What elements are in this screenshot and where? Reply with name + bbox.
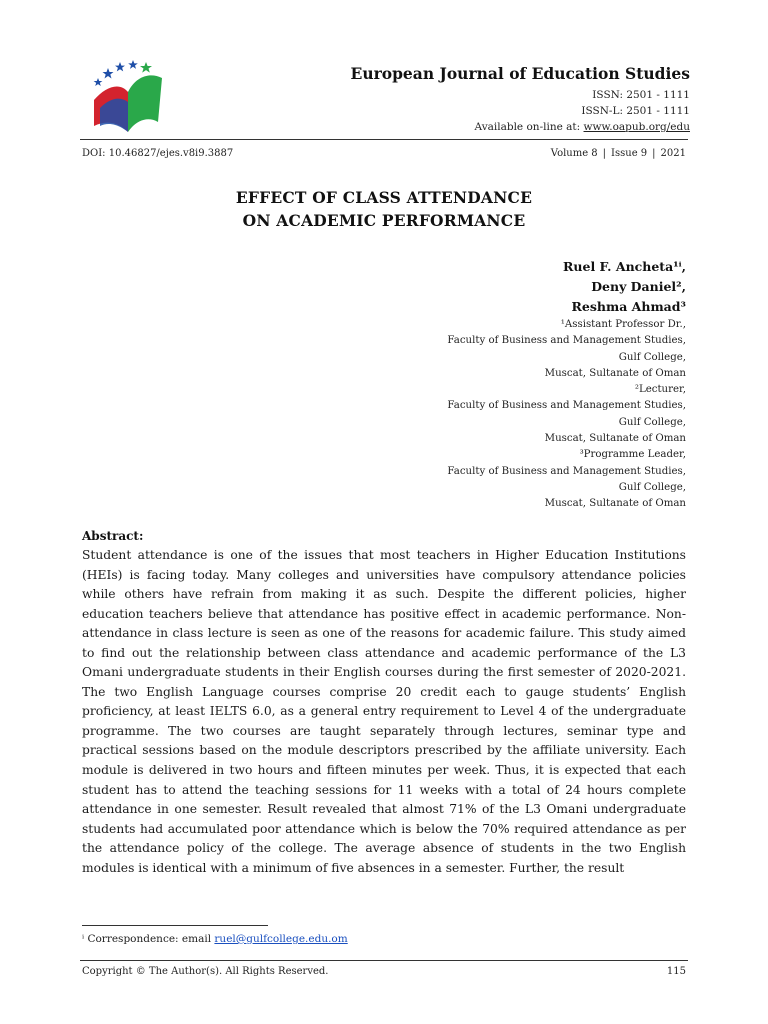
- affiliation-line: Gulf College,: [618, 351, 686, 363]
- footer-divider: [80, 960, 688, 961]
- separator: |: [652, 148, 656, 159]
- copyright-notice: Copyright © The Author(s). All Rights Reserved.: [82, 966, 329, 977]
- affiliation-line: Muscat, Sultanate of Oman: [544, 498, 686, 510]
- author: Deny Daniel²,: [591, 279, 686, 294]
- abstract-heading: Abstract:: [82, 529, 144, 543]
- author: Ruel F. Ancheta¹ⁱ,: [563, 259, 686, 274]
- correspondence-email-link[interactable]: ruel@gulfcollege.edu.om: [214, 933, 348, 945]
- affiliations: [447, 317, 686, 513]
- doi: DOI: 10.46827/ejes.v8i9.3887: [82, 148, 234, 159]
- affiliation-line: ²Lecturer,: [634, 384, 686, 396]
- header-divider: [80, 139, 688, 140]
- affiliation-line: Muscat, Sultanate of Oman: [544, 433, 686, 445]
- issn: ISSN: 2501 - 1111: [592, 89, 690, 101]
- journal-meta: [475, 87, 690, 135]
- affiliation-line: ³Programme Leader,: [579, 449, 686, 461]
- correspondence-footnote: [82, 933, 348, 945]
- affiliation-line: Muscat, Sultanate of Oman: [544, 367, 686, 379]
- journal-url-link[interactable]: www.oapub.org/edu: [583, 121, 690, 133]
- year: 2021: [660, 148, 686, 159]
- volume: Volume 8: [550, 148, 598, 159]
- separator: |: [602, 148, 607, 159]
- author-list: [563, 257, 686, 317]
- article-title-line-2: ON ACADEMIC PERFORMANCE: [242, 211, 526, 230]
- doi-row: [82, 148, 686, 164]
- affiliation-line: Faculty of Business and Management Studies,: [447, 465, 686, 477]
- footnote-label: ⁱ Correspondence: email: [82, 933, 215, 945]
- article-title-line-1: EFFECT OF CLASS ATTENDANCE: [235, 188, 533, 207]
- availability-line: [475, 119, 690, 135]
- journal-title: European Journal of Education Studies: [350, 64, 690, 83]
- page-number: 115: [666, 966, 686, 977]
- abstract-body: Student attendance is one of the issues that most teachers in Higher Education Institutions (HEIs) is facing today. Many colleges and universities have compulsory attendance policies while others have refrain from making it as such. Despite the different policies, higher education teachers believe that attendance has positive effect in academic performance. Non-attendance in class lecture is seen as one of the reasons for academic failure. This study aimed to find out the relationship between class attendance and academic performance of the L3 Omani undergraduate students in their English courses during the first semester of 2020-2021. The two English Language courses comprise 20 credit each to gauge students’ English proficiency, at least IELTS 6.0, as a general entry requirement to Level 4 of the undergraduate programme. The two courses are taught separately through lectures, seminar type and practical sessions based on the module descriptors prescribed by the affiliate university. Each module is delivered in two hours and fifteen minutes per week. Thus, it is expected that each student has to attend the teaching sessions for 11 weeks with a total of 24 hours complete attendance in one semester. Result revealed that almost 71% of the L3 Omani undergraduate students had accumulated poor attendance which is below the 70% required attendance as per the attendance policy of the college. The average absence of students in the two English modules is identical with a minimum of five absences in a semester. Further, the result: [82, 548, 686, 875]
- available-label: Available on-line at:: [474, 121, 584, 133]
- issn-l: ISSN-L: 2501 - 1111: [581, 105, 690, 117]
- affiliation-line: Faculty of Business and Management Studies,: [447, 400, 686, 412]
- article-title: [0, 186, 768, 232]
- affiliation-line: Faculty of Business and Management Studies,: [447, 335, 686, 347]
- affiliation-line: Gulf College,: [618, 481, 686, 493]
- issue: Issue 9: [611, 148, 648, 159]
- author: Reshma Ahmad³: [571, 299, 686, 314]
- affiliation-line: Gulf College,: [618, 416, 686, 428]
- footnote-divider: [82, 925, 268, 926]
- affiliation-line: ¹Assistant Professor Dr.,: [560, 319, 686, 330]
- volume-issue-year: [551, 148, 686, 159]
- journal-book-stars-logo-icon: [86, 56, 166, 144]
